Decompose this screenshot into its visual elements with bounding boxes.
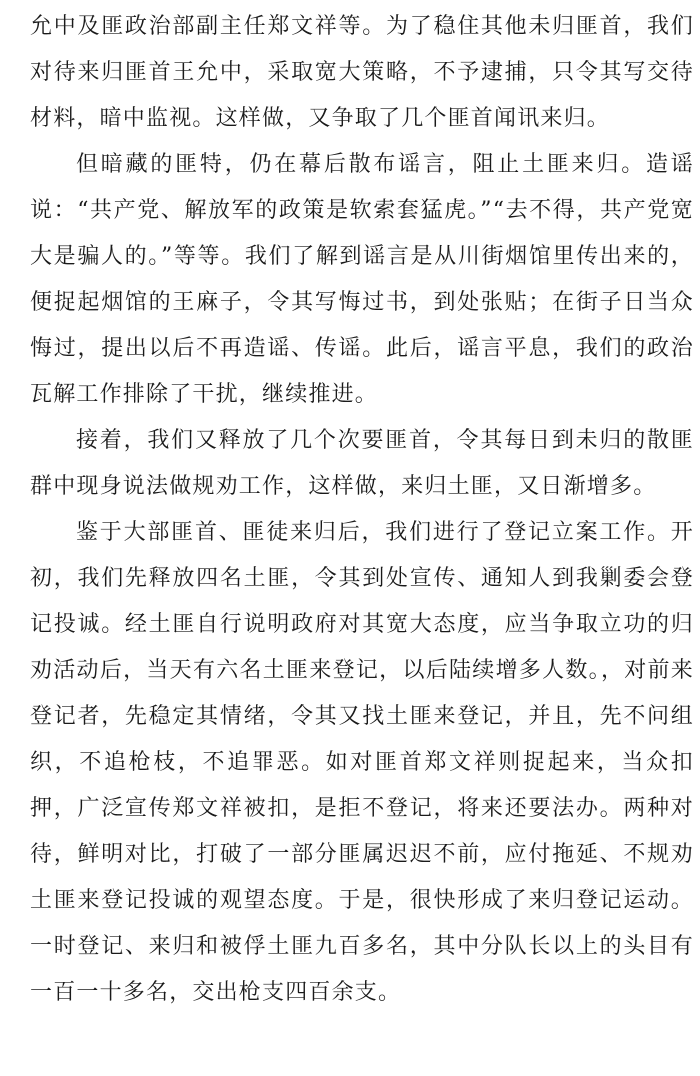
paragraph-1: 允中及匪政治部副主任郑文祥等。为了稳住其他未归匪首，我们对待来归匪首王允中，采取宽大策略，不予逮捕，只令其写交待材料，暗中监视。这样做，又争取了几个匪首闻讯来归。: [30, 14, 694, 131]
paragraph-3: 接着，我们又释放了几个次要匪首，令其每日到未归的散匪群中现身说法做规劝工作，这样做，来归土匪，又日渐增多。: [30, 428, 694, 499]
paragraph-4: 鉴于大部匪首、匪徒来归后，我们进行了登记立案工作。开初，我们先释放四名土匪，令其到处宣传、通知人到我剿委会登记投诚。经土匪自行说明政府对其宽大态度，应当争取立功的归劝活动后，当天有六名土匪来登记，以后陆续增多人数。，对前来登记者，先稳定其情绪，令其又找土匪来登记，并且，先不问组织，不追枪枝，不追罪恶。如对匪首郑文祥则捉起来，当众扣押，广泛宣传郑文祥被扣，是拒不登记，将来还要法办。两种对待，鲜明对比，打破了一部分匪属迟迟不前，应付拖延、不规劝土匪来登记投诚的观望态度。于是，很快形成了来归登记运动。一时登记、来归和被俘土匪九百多名，其中分队长以上的头目有一百一十多名，交出枪支四百余支。: [30, 520, 694, 1005]
paragraph-2: 但暗藏的匪特，仍在幕后散布谣言，阻止土匪来归。造谣说：“共产党、解放军的政策是软索套猛虎。”“去不得，共产党宽大是骗人的。”等等。我们了解到谣言是从川街烟馆里传出来的，便捉起烟馆的王麻子，令其写悔过书，到处张贴；在街子日当众悔过，提出以后不再造谣、传谣。此后，谣言平息，我们的政治瓦解工作排除了干扰，继续推进。: [30, 152, 694, 407]
